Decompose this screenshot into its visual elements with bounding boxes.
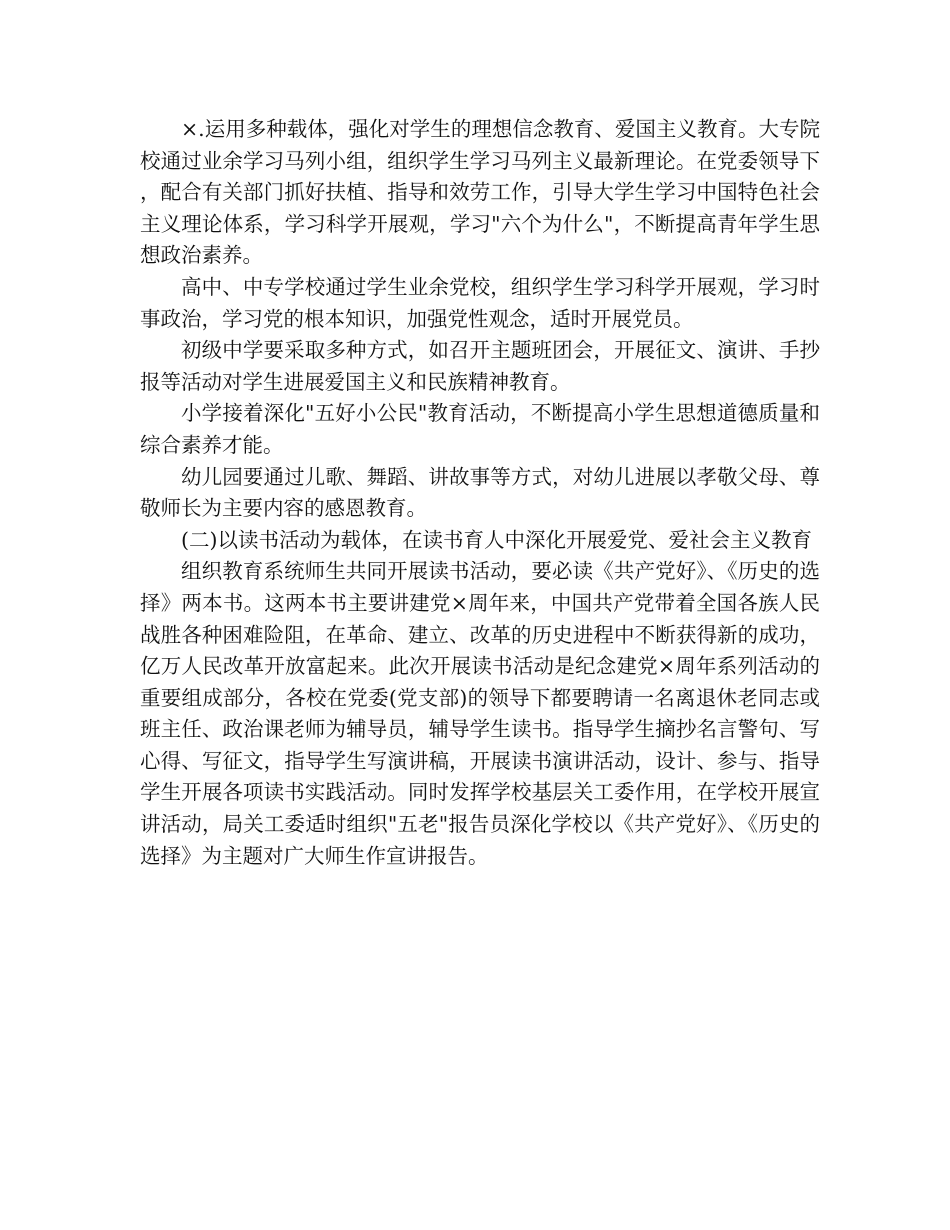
paragraph-kindergarten: 幼儿园要通过儿歌、舞蹈、讲故事等方式，对幼儿进展以孝敬父母、尊敬师长为主要内容的感恩教育。 [140, 464, 820, 521]
paragraph-primary-school: 小学接着深化"五好小公民"教育活动，不断提高小学生思想道德质量和综合素养才能。 [140, 401, 820, 457]
paragraph-carriers: ×.运用多种载体，强化对学生的理想信念教育、爱国主义教育。大专院校通过业余学习马列小组，组织学生学习马列主义最新理论。在党委领导下，配合有关部门抓好扶植、指导和效劳工作，引导大学生学习中国特色社会主义理论体系，学习科学开展观，学习"六个为什么"，不断提高青年学生思想政治素养。 [140, 117, 820, 268]
document-body [140, 114, 820, 872]
paragraph-middle-school: 初级中学要采取多种方式，如召开主题班团会，开展征文、演讲、手抄报等活动对学生进展爱国主义和民族精神教育。 [140, 338, 820, 394]
paragraph-high-school: 高中、中专学校通过学生业余党校，组织学生学习科学开展观，学习时事政治，学习党的根本知识，加强党性观念，适时开展党员。 [140, 274, 820, 331]
paragraph-reading-activity: 组织教育系统师生共同开展读书活动，要必读《共产党好》、《历史的选择》两本书。这两本书主要讲建党×周年来，中国共产党带着全国各族人民战胜各种困难险阻，在革命、建立、改革的历史进程中不断获得新的成功，亿万人民改革开放富起来。此次开展读书活动是纪念建党×周年系列活动的重要组成部分，各校在党委(党支部)的领导下都要聘请一名离退休老同志或班主任、政治课老师为辅导员，辅导学生读书。指导学生摘抄名言警句、写心得、写征文，指导学生写演讲稿，开展读书演讲活动，设计、参与、指导学生开展各项读书实践活动。同时发挥学校基层关工委作用，在学校开展宣讲活动，局关工委适时组织"五老"报告员深化学校以《共产党好》、《历史的选择》为主题对广大师生作宣讲报告。 [140, 559, 820, 868]
section-heading-reading: (二)以读书活动为载体，在读书育人中深化开展爱党、爱社会主义教育 [181, 527, 812, 552]
